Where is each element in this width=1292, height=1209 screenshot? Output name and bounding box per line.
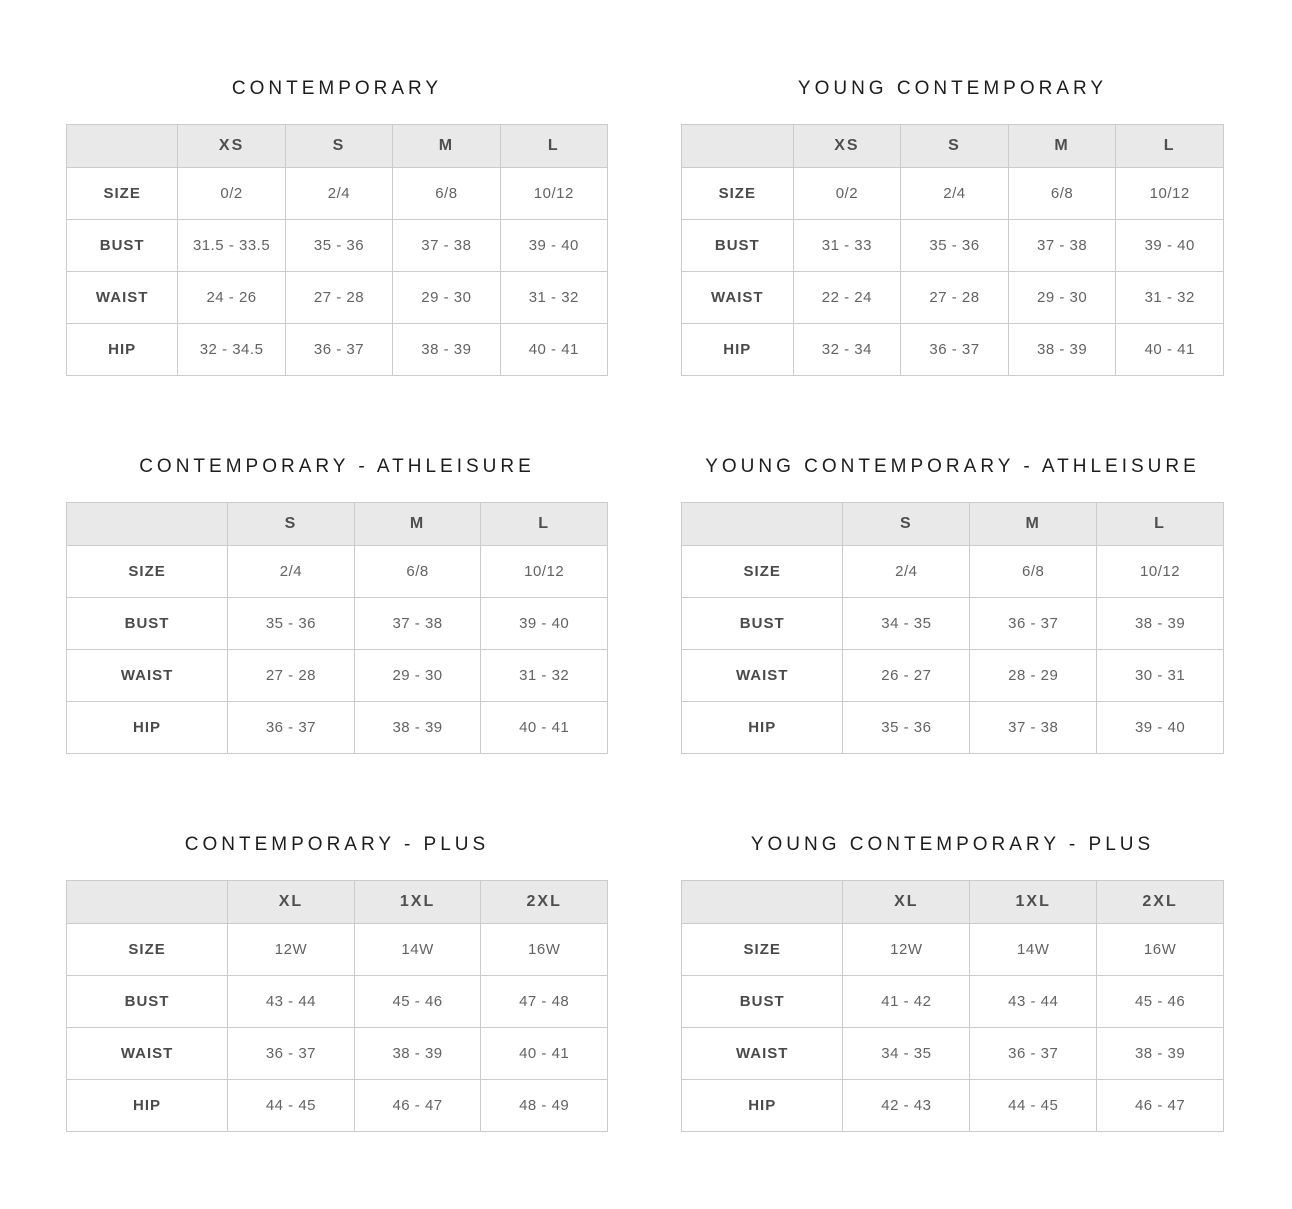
measurement-cell: 10/12 bbox=[481, 546, 608, 598]
row-label: SIZE bbox=[682, 168, 794, 220]
column-header: L bbox=[481, 503, 608, 546]
measurement-cell: 12W bbox=[228, 924, 355, 976]
table-row bbox=[682, 168, 1224, 220]
size-table bbox=[66, 880, 608, 1132]
measurement-cell: 37 - 38 bbox=[1008, 220, 1116, 272]
measurement-cell: 6/8 bbox=[1008, 168, 1116, 220]
measurement-cell: 44 - 45 bbox=[228, 1080, 355, 1132]
measurement-cell: 32 - 34.5 bbox=[178, 324, 285, 376]
column-header: S bbox=[285, 125, 392, 168]
row-label: HIP bbox=[67, 324, 178, 376]
table-body bbox=[682, 924, 1224, 1132]
measurement-cell: 39 - 40 bbox=[481, 598, 608, 650]
measurement-cell: 39 - 40 bbox=[500, 220, 607, 272]
row-label: HIP bbox=[682, 324, 794, 376]
column-header: S bbox=[228, 503, 355, 546]
measurement-cell: 37 - 38 bbox=[970, 702, 1097, 754]
measurement-cell: 39 - 40 bbox=[1116, 220, 1224, 272]
row-label: SIZE bbox=[67, 546, 228, 598]
table-row bbox=[67, 1028, 608, 1080]
column-header: 1XL bbox=[970, 881, 1097, 924]
measurement-cell: 2/4 bbox=[228, 546, 355, 598]
measurement-cell: 36 - 37 bbox=[970, 598, 1097, 650]
measurement-cell: 6/8 bbox=[354, 546, 481, 598]
table-row bbox=[67, 976, 608, 1028]
table-row bbox=[682, 924, 1224, 976]
measurement-cell: 10/12 bbox=[500, 168, 607, 220]
measurement-cell: 29 - 30 bbox=[393, 272, 500, 324]
measurement-cell: 31 - 33 bbox=[793, 220, 901, 272]
table-body bbox=[682, 168, 1224, 376]
size-table bbox=[681, 880, 1224, 1132]
table-head bbox=[682, 881, 1224, 924]
table-row bbox=[67, 546, 608, 598]
row-label: SIZE bbox=[67, 168, 178, 220]
measurement-cell: 31 - 32 bbox=[500, 272, 607, 324]
row-label: HIP bbox=[682, 702, 843, 754]
size-chart-section bbox=[681, 78, 1224, 376]
measurement-cell: 37 - 38 bbox=[393, 220, 500, 272]
table-row bbox=[67, 650, 608, 702]
table-row bbox=[682, 220, 1224, 272]
measurement-cell: 38 - 39 bbox=[354, 702, 481, 754]
table-row bbox=[682, 1028, 1224, 1080]
size-chart-section bbox=[66, 834, 608, 1132]
measurement-cell: 16W bbox=[481, 924, 608, 976]
measurement-cell: 38 - 39 bbox=[393, 324, 500, 376]
measurement-cell: 36 - 37 bbox=[285, 324, 392, 376]
table-row bbox=[682, 650, 1224, 702]
row-label: HIP bbox=[682, 1080, 843, 1132]
row-label: HIP bbox=[67, 1080, 228, 1132]
measurement-cell: 10/12 bbox=[1116, 168, 1224, 220]
column-header: L bbox=[1097, 503, 1224, 546]
column-header: M bbox=[970, 503, 1097, 546]
column-header: XS bbox=[793, 125, 901, 168]
table-header-row bbox=[682, 503, 1224, 546]
measurement-cell: 34 - 35 bbox=[843, 1028, 970, 1080]
table-title: YOUNG CONTEMPORARY - ATHLEISURE bbox=[705, 456, 1200, 477]
row-label: WAIST bbox=[682, 272, 794, 324]
row-label: BUST bbox=[67, 598, 228, 650]
table-title: YOUNG CONTEMPORARY bbox=[797, 78, 1108, 99]
measurement-cell: 37 - 38 bbox=[354, 598, 481, 650]
row-label: BUST bbox=[682, 976, 843, 1028]
measurement-cell: 22 - 24 bbox=[793, 272, 901, 324]
measurement-cell: 32 - 34 bbox=[793, 324, 901, 376]
table-row bbox=[682, 702, 1224, 754]
corner-cell bbox=[67, 125, 178, 168]
table-header-row bbox=[67, 881, 608, 924]
table-body bbox=[67, 546, 608, 754]
measurement-cell: 36 - 37 bbox=[901, 324, 1009, 376]
column-header: 2XL bbox=[1097, 881, 1224, 924]
measurement-cell: 48 - 49 bbox=[481, 1080, 608, 1132]
column-header: 2XL bbox=[481, 881, 608, 924]
table-row bbox=[682, 272, 1224, 324]
measurement-cell: 42 - 43 bbox=[843, 1080, 970, 1132]
row-label: HIP bbox=[67, 702, 228, 754]
table-body bbox=[682, 546, 1224, 754]
table-body bbox=[67, 168, 608, 376]
row-label: WAIST bbox=[67, 1028, 228, 1080]
table-header-row bbox=[67, 503, 608, 546]
column-header: L bbox=[1116, 125, 1224, 168]
corner-cell bbox=[67, 503, 228, 546]
size-chart-section bbox=[681, 456, 1224, 754]
table-row bbox=[67, 924, 608, 976]
measurement-cell: 27 - 28 bbox=[285, 272, 392, 324]
table-head bbox=[682, 125, 1224, 168]
measurement-cell: 30 - 31 bbox=[1097, 650, 1224, 702]
measurement-cell: 44 - 45 bbox=[970, 1080, 1097, 1132]
table-row bbox=[67, 598, 608, 650]
corner-cell bbox=[682, 881, 843, 924]
table-title: CONTEMPORARY - PLUS bbox=[184, 834, 490, 855]
table-title: CONTEMPORARY - ATHLEISURE bbox=[139, 456, 535, 477]
measurement-cell: 47 - 48 bbox=[481, 976, 608, 1028]
measurement-cell: 26 - 27 bbox=[843, 650, 970, 702]
measurement-cell: 35 - 36 bbox=[285, 220, 392, 272]
table-row bbox=[682, 546, 1224, 598]
size-table bbox=[681, 502, 1224, 754]
column-header: S bbox=[843, 503, 970, 546]
table-header-row bbox=[682, 881, 1224, 924]
measurement-cell: 34 - 35 bbox=[843, 598, 970, 650]
measurement-cell: 43 - 44 bbox=[228, 976, 355, 1028]
table-row bbox=[67, 324, 608, 376]
column-header: XL bbox=[843, 881, 970, 924]
column-header: 1XL bbox=[354, 881, 481, 924]
measurement-cell: 45 - 46 bbox=[354, 976, 481, 1028]
measurement-cell: 45 - 46 bbox=[1097, 976, 1224, 1028]
row-label: WAIST bbox=[67, 650, 228, 702]
column-header: M bbox=[354, 503, 481, 546]
table-row bbox=[67, 220, 608, 272]
table-row bbox=[682, 976, 1224, 1028]
size-chart-section bbox=[66, 78, 608, 376]
measurement-cell: 16W bbox=[1097, 924, 1224, 976]
size-chart-section bbox=[681, 834, 1224, 1132]
corner-cell bbox=[67, 881, 228, 924]
measurement-cell: 40 - 41 bbox=[500, 324, 607, 376]
table-row bbox=[67, 272, 608, 324]
measurement-cell: 46 - 47 bbox=[354, 1080, 481, 1132]
measurement-cell: 31 - 32 bbox=[1116, 272, 1224, 324]
table-head bbox=[67, 503, 608, 546]
table-head bbox=[67, 125, 608, 168]
corner-cell bbox=[682, 503, 843, 546]
row-label: BUST bbox=[67, 976, 228, 1028]
measurement-cell: 24 - 26 bbox=[178, 272, 285, 324]
measurement-cell: 38 - 39 bbox=[1097, 1028, 1224, 1080]
column-header: XS bbox=[178, 125, 285, 168]
measurement-cell: 29 - 30 bbox=[354, 650, 481, 702]
measurement-cell: 40 - 41 bbox=[481, 1028, 608, 1080]
measurement-cell: 31.5 - 33.5 bbox=[178, 220, 285, 272]
table-row bbox=[682, 1080, 1224, 1132]
column-header: S bbox=[901, 125, 1009, 168]
measurement-cell: 6/8 bbox=[393, 168, 500, 220]
table-header-row bbox=[67, 125, 608, 168]
table-title: CONTEMPORARY bbox=[231, 78, 443, 99]
row-label: WAIST bbox=[682, 1028, 843, 1080]
table-row bbox=[67, 702, 608, 754]
table-row bbox=[67, 1080, 608, 1132]
measurement-cell: 36 - 37 bbox=[228, 702, 355, 754]
measurement-cell: 14W bbox=[354, 924, 481, 976]
measurement-cell: 46 - 47 bbox=[1097, 1080, 1224, 1132]
row-label: WAIST bbox=[67, 272, 178, 324]
measurement-cell: 0/2 bbox=[178, 168, 285, 220]
table-head bbox=[67, 881, 608, 924]
table-row bbox=[67, 168, 608, 220]
measurement-cell: 29 - 30 bbox=[1008, 272, 1116, 324]
measurement-cell: 27 - 28 bbox=[228, 650, 355, 702]
row-label: BUST bbox=[67, 220, 178, 272]
row-label: SIZE bbox=[67, 924, 228, 976]
measurement-cell: 12W bbox=[843, 924, 970, 976]
measurement-cell: 43 - 44 bbox=[970, 976, 1097, 1028]
corner-cell bbox=[682, 125, 794, 168]
table-row bbox=[682, 324, 1224, 376]
table-title: YOUNG CONTEMPORARY - PLUS bbox=[750, 834, 1155, 855]
table-head bbox=[682, 503, 1224, 546]
size-table bbox=[681, 124, 1224, 376]
measurement-cell: 36 - 37 bbox=[970, 1028, 1097, 1080]
measurement-cell: 2/4 bbox=[901, 168, 1009, 220]
table-header-row bbox=[682, 125, 1224, 168]
measurement-cell: 36 - 37 bbox=[228, 1028, 355, 1080]
row-label: BUST bbox=[682, 598, 843, 650]
measurement-cell: 28 - 29 bbox=[970, 650, 1097, 702]
measurement-cell: 14W bbox=[970, 924, 1097, 976]
measurement-cell: 40 - 41 bbox=[481, 702, 608, 754]
measurement-cell: 35 - 36 bbox=[901, 220, 1009, 272]
measurement-cell: 35 - 36 bbox=[228, 598, 355, 650]
measurement-cell: 2/4 bbox=[843, 546, 970, 598]
measurement-cell: 40 - 41 bbox=[1116, 324, 1224, 376]
table-row bbox=[682, 598, 1224, 650]
table-body bbox=[67, 924, 608, 1132]
column-header: L bbox=[500, 125, 607, 168]
measurement-cell: 38 - 39 bbox=[1097, 598, 1224, 650]
measurement-cell: 38 - 39 bbox=[354, 1028, 481, 1080]
measurement-cell: 38 - 39 bbox=[1008, 324, 1116, 376]
measurement-cell: 31 - 32 bbox=[481, 650, 608, 702]
measurement-cell: 6/8 bbox=[970, 546, 1097, 598]
size-table bbox=[66, 502, 608, 754]
row-label: SIZE bbox=[682, 546, 843, 598]
measurement-cell: 10/12 bbox=[1097, 546, 1224, 598]
measurement-cell: 35 - 36 bbox=[843, 702, 970, 754]
measurement-cell: 27 - 28 bbox=[901, 272, 1009, 324]
column-header: M bbox=[393, 125, 500, 168]
measurement-cell: 2/4 bbox=[285, 168, 392, 220]
measurement-cell: 39 - 40 bbox=[1097, 702, 1224, 754]
measurement-cell: 0/2 bbox=[793, 168, 901, 220]
size-chart-section bbox=[66, 456, 608, 754]
row-label: SIZE bbox=[682, 924, 843, 976]
column-header: M bbox=[1008, 125, 1116, 168]
row-label: WAIST bbox=[682, 650, 843, 702]
column-header: XL bbox=[228, 881, 355, 924]
size-table bbox=[66, 124, 608, 376]
row-label: BUST bbox=[682, 220, 794, 272]
measurement-cell: 41 - 42 bbox=[843, 976, 970, 1028]
